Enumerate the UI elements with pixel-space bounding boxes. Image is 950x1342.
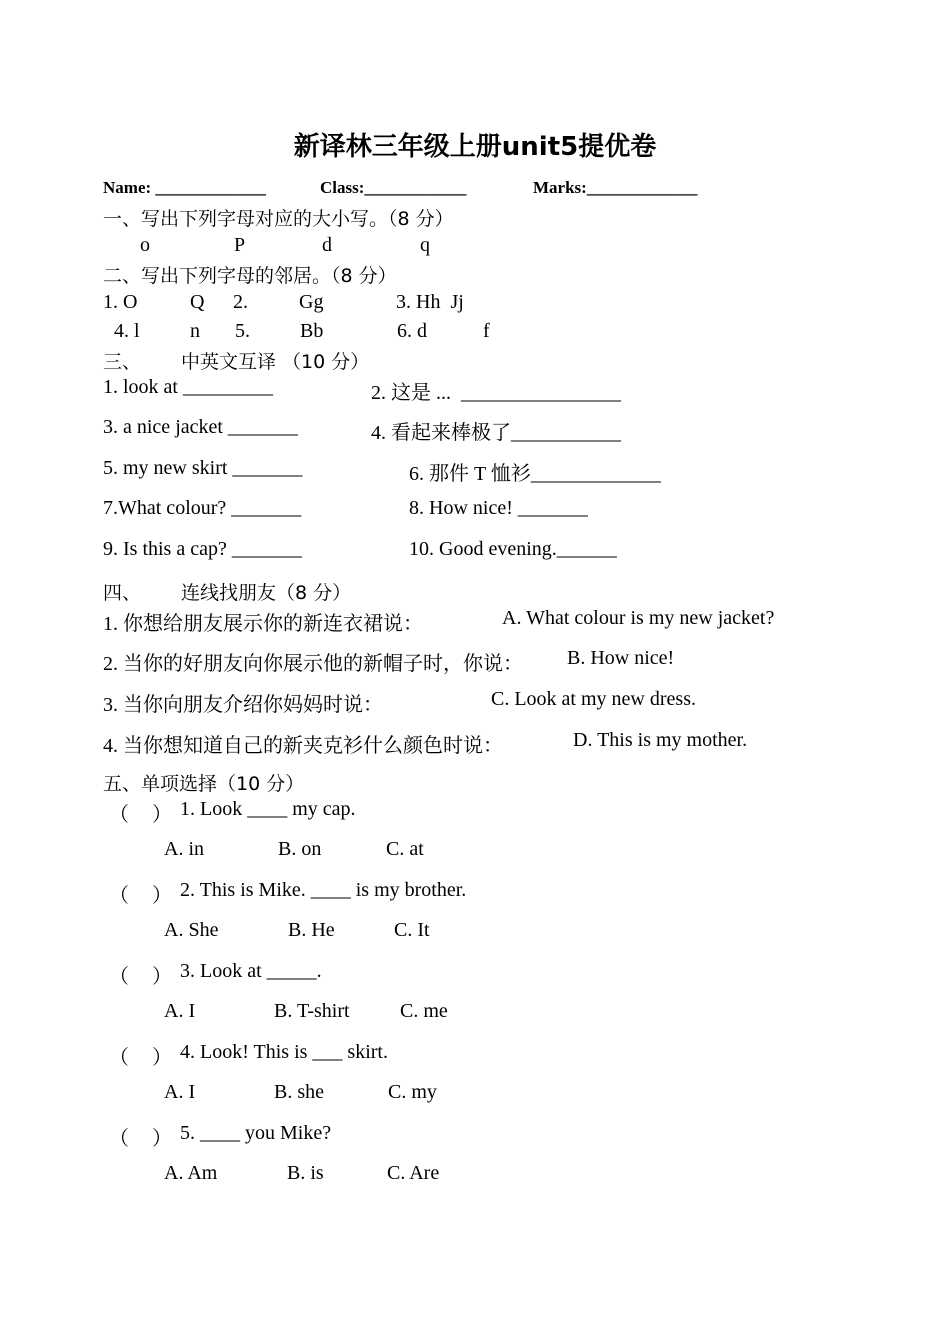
option-b: B. T-shirt <box>274 1000 350 1022</box>
section-3-heading: 中英文互译 （10 分） <box>181 351 370 373</box>
match-item-left: 2. 当你的好朋友向你展示他的新帽子时，你说： <box>103 653 523 675</box>
option-c: C. Are <box>387 1162 440 1184</box>
answer-paren-close: ） <box>152 966 172 988</box>
option-a: A. She <box>164 919 219 941</box>
option-a: A. in <box>164 838 204 860</box>
match-item-right: C. Look at my new dress. <box>491 688 696 710</box>
neighbor-item: 2. <box>233 291 248 313</box>
translate-item: 8. How nice! _______ <box>409 497 588 519</box>
question-text: 2. This is Mike. ____ is my brother. <box>180 879 467 901</box>
section-4-heading-number: 四、 <box>103 582 142 604</box>
translate-item: 6. 那件 T 恤衫_____________ <box>409 463 661 485</box>
section-1-heading: 一、写出下列字母对应的大小写。（8 分） <box>103 208 454 230</box>
translate-item: 4. 看起来棒极了___________ <box>371 422 621 444</box>
section-3-heading-number: 三、 <box>103 351 142 373</box>
letter-item: d <box>322 234 332 256</box>
option-a: A. Am <box>164 1162 218 1184</box>
match-item-right: B. How nice! <box>567 647 675 669</box>
section-4-heading: 连线找朋友（8 分） <box>181 582 352 604</box>
neighbor-item: n <box>190 320 200 342</box>
option-c: C. my <box>388 1081 437 1103</box>
match-item-left: 3. 当你向朋友介绍你妈妈时说： <box>103 694 383 716</box>
answer-paren-open: （ <box>109 804 129 826</box>
answer-paren-close: ） <box>152 885 172 907</box>
page-title: 新译林三年级上册unit5提优卷 <box>293 132 657 162</box>
translate-item: 7.What colour? _______ <box>103 497 302 519</box>
translate-item: 5. my new skirt _______ <box>103 457 303 479</box>
neighbor-item: 6. d <box>397 320 427 342</box>
option-b: B. is <box>287 1162 324 1184</box>
neighbor-item: Bb <box>300 320 324 342</box>
marks-field-label: Marks:_____________ <box>533 178 698 197</box>
match-item-left: 4. 当你想知道自己的新夹克衫什么颜色时说： <box>103 735 503 757</box>
letter-item: o <box>140 234 150 256</box>
option-a: A. I <box>164 1000 196 1022</box>
option-c: C. at <box>386 838 424 860</box>
neighbor-item: Gg <box>299 291 324 313</box>
section-5-heading: 五、单项选择（10 分） <box>103 773 305 795</box>
neighbor-item: Q <box>190 291 205 313</box>
option-b: B. on <box>278 838 322 860</box>
match-item-right: D. This is my mother. <box>573 729 748 751</box>
answer-paren-close: ） <box>152 804 172 826</box>
option-b: B. He <box>288 919 335 941</box>
translate-item: 9. Is this a cap? _______ <box>103 538 302 560</box>
option-b: B. she <box>274 1081 324 1103</box>
question-text: 1. Look ____ my cap. <box>180 798 356 820</box>
section-2-heading: 二、写出下列字母的邻居。（8 分） <box>103 265 397 287</box>
answer-paren-close: ） <box>152 1128 172 1150</box>
translate-item: 3. a nice jacket _______ <box>103 416 298 438</box>
translate-item: 10. Good evening.______ <box>409 538 617 560</box>
option-a: A. I <box>164 1081 196 1103</box>
question-text: 3. Look at _____. <box>180 960 322 982</box>
option-c: C. It <box>394 919 430 941</box>
question-text: 5. ____ you Mike? <box>180 1122 332 1144</box>
translate-item: 2. 这是 ... ________________ <box>371 382 621 404</box>
neighbor-item: 1. O <box>103 291 138 313</box>
translate-item: 1. look at _________ <box>103 376 273 398</box>
question-text: 4. Look! This is ___ skirt. <box>180 1041 388 1063</box>
match-item-left: 1. 你想给朋友展示你的新连衣裙说： <box>103 613 423 635</box>
answer-paren-open: （ <box>109 1128 129 1150</box>
neighbor-item: 3. Hh Jj <box>396 291 464 313</box>
neighbor-item: f <box>483 320 490 342</box>
answer-paren-open: （ <box>109 966 129 988</box>
name-field-label: Name: _____________ <box>103 178 266 197</box>
neighbor-item: 4. l <box>114 320 140 342</box>
letter-item: P <box>234 234 246 256</box>
answer-paren-close: ） <box>152 1047 172 1069</box>
answer-paren-open: （ <box>109 1047 129 1069</box>
option-c: C. me <box>400 1000 448 1022</box>
letter-item: q <box>420 234 430 256</box>
class-field-label: Class:____________ <box>320 178 467 197</box>
neighbor-item: 5. <box>235 320 250 342</box>
answer-paren-open: （ <box>109 885 129 907</box>
match-item-right: A. What colour is my new jacket? <box>502 607 775 629</box>
